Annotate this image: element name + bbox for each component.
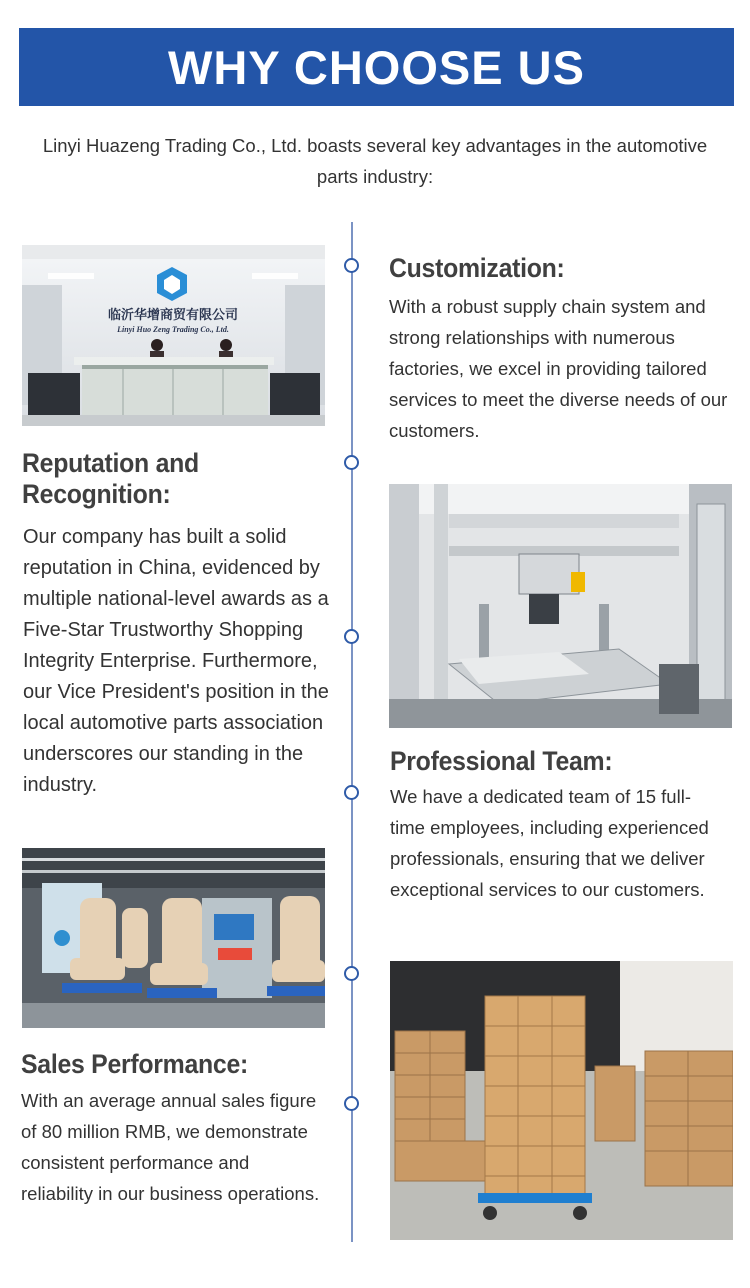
reputation-heading [22, 448, 199, 510]
reception-photo [22, 245, 325, 426]
team-text: We have a dedicated team of 15 full-time employees, including experienced professionals, ensuring that we deliver exceptional services to our customers. [390, 786, 709, 900]
reception-illustration [22, 245, 325, 426]
sales-text: With an average annual sales figure of 80 million RMB, we demonstrate consistent performance and reliability in our business operations. [21, 1090, 320, 1204]
timeline-dot [344, 785, 359, 800]
machinery-illustration [389, 484, 732, 728]
reputation-heading-line2: Recognition: [22, 479, 171, 509]
timeline-dot [344, 629, 359, 644]
intro-text: Linyi Huazeng Trading Co., Ltd. boasts several key advantages in the automotive parts industry: [42, 135, 708, 187]
reputation-heading-line1: Reputation and [22, 448, 199, 478]
timeline-dot [344, 1096, 359, 1111]
reputation-text: Our company has built a solid reputation in China, evidenced by multiple national-level awards as a Five-Star Trustworthy Shopping Integrity Enterprise. Furthermore, our Vice President's position in the local automotive parts association underscores our standing in the industry. [23, 526, 329, 796]
seats-illustration [22, 848, 325, 1028]
team-heading: Professional Team: [390, 746, 613, 776]
sales-heading: Sales Performance: [21, 1049, 248, 1079]
customization-text: With a robust supply chain system and strong relationships with numerous factories, we excel in providing tailored services to meet the diverse needs of our customers. [389, 296, 728, 441]
boxes-illustration [390, 961, 733, 1240]
machinery-photo [389, 484, 732, 728]
timeline-dot [344, 258, 359, 273]
page-title: WHY CHOOSE US [168, 40, 585, 94]
sign-chinese: 临沂华增商贸有限公司 [107, 308, 239, 323]
customization-heading: Customization: [389, 253, 565, 283]
timeline-line [351, 222, 353, 1242]
seats-photo [22, 848, 325, 1028]
timeline-dot [344, 966, 359, 981]
boxes-photo [390, 961, 733, 1240]
title-banner [19, 28, 734, 106]
timeline-dot [344, 455, 359, 470]
sign-english: Linyi Huo Zeng Trading Co., Ltd. [117, 325, 229, 334]
